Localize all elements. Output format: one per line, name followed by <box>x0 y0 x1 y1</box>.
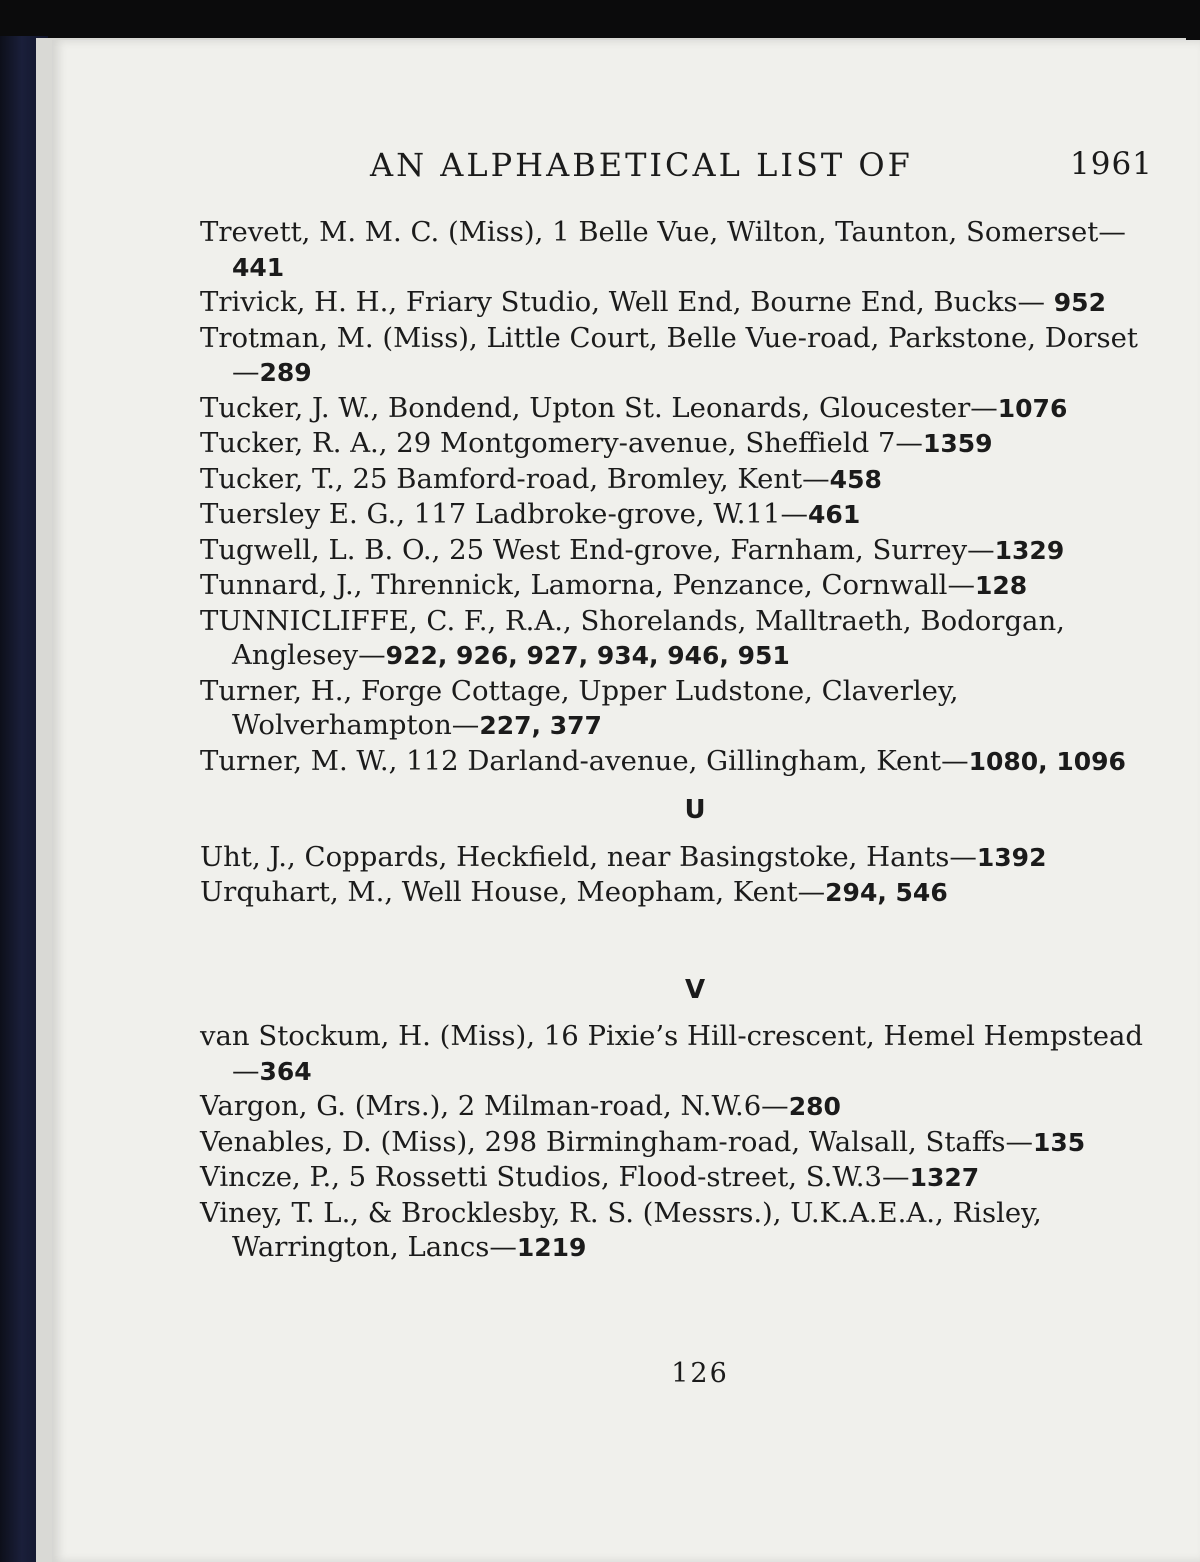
entry-refs: 922, 926, 927, 934, 946, 951 <box>385 641 790 670</box>
entry-refs: 1080, 1096 <box>968 746 1126 776</box>
entry-refs: 1359 <box>922 429 993 458</box>
list-entry <box>200 568 1160 604</box>
entry-text: Viney, T. L., & Brocklesby, R. S. (Messrs.), U.K.A.E.A., Risley, Warrington, Lancs— <box>200 1196 1042 1263</box>
list-entry <box>200 875 1160 911</box>
entry-text: Turner, H., Forge Cottage, Upper Ludstone, Claverley, Wolverhampton— <box>200 674 959 741</box>
entry-text: Trivick, H. H., Friary Studio, Well End, Bourne End, Bucks— <box>200 286 1054 318</box>
entry-text: Tucker, J. W., Bondend, Upton St. Leonards, Gloucester— <box>200 391 998 424</box>
list-entry <box>200 321 1160 391</box>
entry-refs: 441 <box>232 252 285 282</box>
entry-text: Tucker, T., 25 Bamford-road, Bromley, Kent— <box>200 462 830 495</box>
list-entry <box>200 1089 1160 1125</box>
entry-text: TUNNICLIFFE, C. F., R.A., Shorelands, Malltraeth, Bodorgan, Anglesey— <box>200 604 1065 671</box>
entry-text: Tucker, R. A., 29 Montgomery-avenue, Sheffield 7— <box>200 427 923 459</box>
entry-refs: 364 <box>259 1056 312 1086</box>
list-entry <box>200 426 1160 462</box>
entry-refs: 1327 <box>909 1163 980 1192</box>
entry-refs: 128 <box>974 571 1028 600</box>
list-entry <box>200 840 1160 876</box>
entry-text: Tuersley E. G., 117 Ladbroke-grove, W.11— <box>200 498 809 530</box>
entry-text: Uht, J., Coppards, Heckfield, near Basingstoke, Hants— <box>200 840 977 873</box>
section-heading-u: U <box>684 795 706 825</box>
header-year: 1961 <box>1070 146 1153 182</box>
list-entry <box>200 604 1160 674</box>
list-entry <box>200 462 1160 498</box>
entry-text: Venables, D. (Miss), 298 Birmingham-road, Walsall, Staffs— <box>200 1125 1033 1158</box>
page-number: 126 <box>671 1358 729 1389</box>
list-entry <box>200 285 1160 321</box>
list-entry <box>200 391 1160 427</box>
list-entry <box>200 497 1160 533</box>
entry-refs: 280 <box>788 1092 841 1121</box>
entry-refs: 227, 377 <box>479 711 602 740</box>
entry-refs: 1329 <box>994 535 1065 565</box>
entry-refs: 1392 <box>976 842 1047 872</box>
list-entry <box>200 533 1160 569</box>
entry-text: Urquhart, M., Well House, Meopham, Kent— <box>200 876 826 908</box>
list-entry <box>200 1019 1160 1089</box>
list-entry <box>200 1125 1160 1161</box>
entry-text: Vargon, G. (Mrs.), 2 Milman-road, N.W.6— <box>200 1090 789 1122</box>
entry-refs: 1076 <box>997 393 1068 423</box>
running-title: AN ALPHABETICAL LIST OF <box>370 146 913 184</box>
list-entry <box>200 744 1160 780</box>
entry-list <box>200 215 1160 1266</box>
list-entry <box>200 1196 1160 1266</box>
list-entry <box>200 1160 1160 1196</box>
entry-refs: 289 <box>259 358 312 387</box>
entry-text: Tugwell, L. B. O., 25 West End-grove, Farnham, Surrey— <box>200 533 995 566</box>
entry-refs: 135 <box>1032 1127 1086 1157</box>
book-page <box>52 40 1200 1562</box>
entry-refs: 461 <box>808 500 861 529</box>
entry-text: Tunnard, J., Thrennick, Lamorna, Penzance, Cornwall— <box>200 569 975 601</box>
section-heading-v: V <box>684 974 706 1005</box>
list-entry <box>200 215 1160 285</box>
entry-refs: 294, 546 <box>825 878 948 907</box>
entry-text: Vincze, P., 5 Rossetti Studios, Flood-street, S.W.3— <box>200 1161 910 1193</box>
running-header <box>52 146 1200 186</box>
entry-text: Trotman, M. (Miss), Little Court, Belle Vue-road, Parkstone, Dorset— <box>200 321 1138 388</box>
list-entry <box>200 674 1160 744</box>
entry-text: Trevett, M. M. C. (Miss), 1 Belle Vue, Wilton, Taunton, Somerset— <box>200 216 1126 248</box>
entry-refs: 458 <box>829 464 882 494</box>
entry-text: Turner, M. W., 112 Darland-avenue, Gillingham, Kent— <box>200 744 969 777</box>
entry-text: van Stockum, H. (Miss), 16 Pixie’s Hill-crescent, Hemel Hempstead— <box>200 1020 1143 1087</box>
entry-refs: 952 <box>1053 288 1106 317</box>
entry-refs: 1219 <box>516 1233 587 1262</box>
